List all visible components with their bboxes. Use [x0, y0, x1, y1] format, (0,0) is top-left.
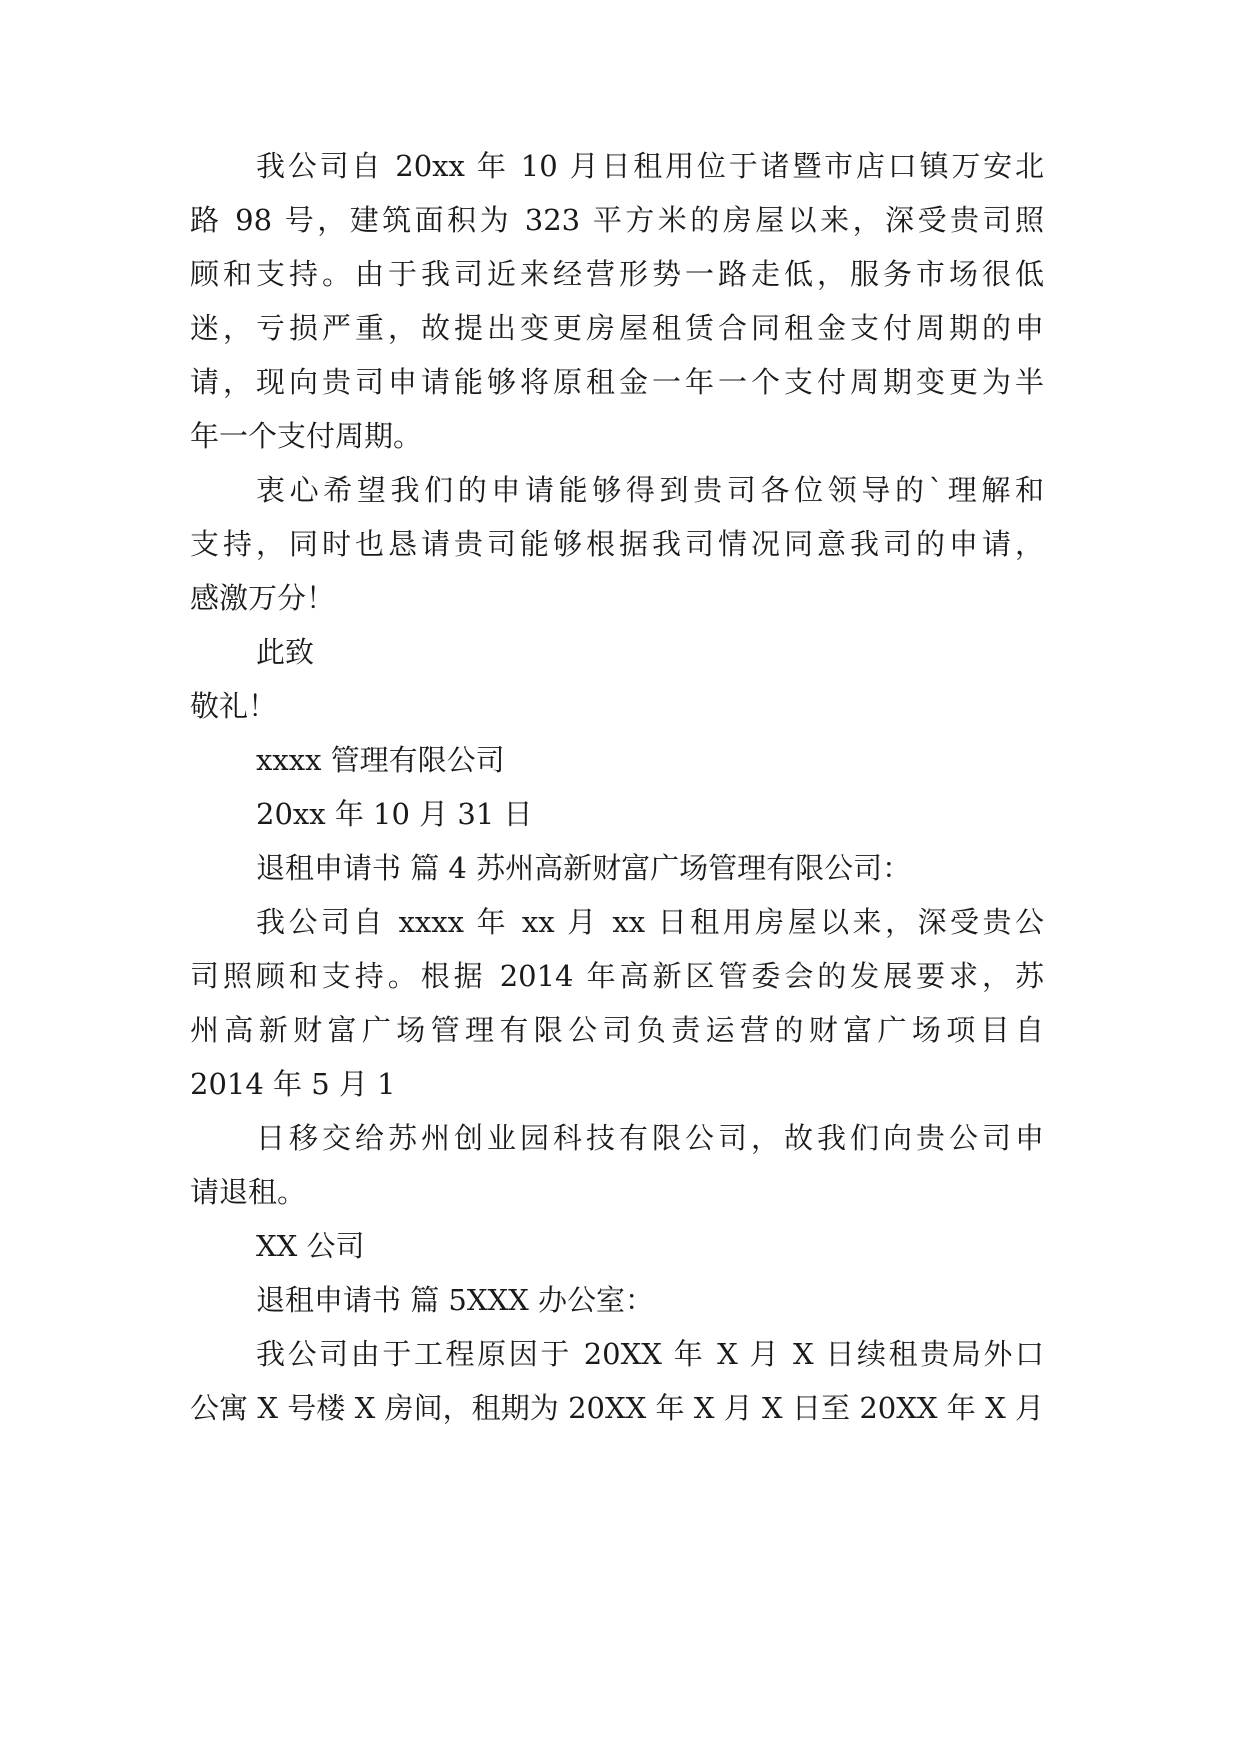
- text-line: 请退租。: [190, 1175, 307, 1209]
- text-line: 我公司自 xxxx 年 xx 月 xx 日租用房屋以来，深受贵公: [256, 905, 1044, 939]
- text-line: 我公司由于工程原因于 20XX 年 X 月 X 日续租贵局外口: [256, 1337, 1044, 1371]
- text-line: 顾和支持。由于我司近来经营形势一路走低，服务市场很低: [190, 257, 1044, 291]
- text-line: 我公司自 20xx 年 10 月日租用位于诸暨市店口镇万安北: [256, 149, 1044, 183]
- text-line: 公寓 X 号楼 X 房间，租期为 20XX 年 X 月 X 日至 20XX 年 X 月: [190, 1391, 1044, 1425]
- signature-company: XX 公司: [256, 1229, 365, 1263]
- text-line: 日移交给苏州创业园科技有限公司，故我们向贵公司申: [256, 1121, 1044, 1155]
- text-line: 此致: [256, 635, 315, 669]
- text-line: 请，现向贵司申请能够将原租金一年一个支付周期变更为半: [190, 365, 1044, 399]
- text-line: 感激万分！: [190, 581, 336, 615]
- signature-date: 20xx 年 10 月 31 日: [256, 797, 533, 831]
- section-heading: 退租申请书 篇 4 苏州高新财富广场管理有限公司：: [256, 851, 912, 885]
- signature-company: xxxx 管理有限公司: [256, 743, 505, 777]
- text-line: 支持，同时也恳请贵司能够根据我司情况同意我司的申请，: [190, 527, 1044, 561]
- text-line: 衷心希望我们的申请能够得到贵司各位领导的`理解和: [256, 473, 1044, 507]
- text-line: 司照顾和支持。根据 2014 年高新区管委会的发展要求，苏: [190, 959, 1044, 993]
- section-heading: 退租申请书 篇 5XXX 办公室：: [256, 1283, 655, 1317]
- text-line: 路 98 号，建筑面积为 323 平方米的房屋以来，深受贵司照: [190, 203, 1044, 237]
- text-line: 2014 年 5 月 1: [190, 1067, 396, 1101]
- text-line: 迷，亏损严重，故提出变更房屋租赁合同租金支付周期的申: [190, 311, 1044, 345]
- text-line: 州高新财富广场管理有限公司负责运营的财富广场项目自: [190, 1013, 1044, 1047]
- text-line: 敬礼！: [190, 689, 278, 723]
- text-line: 年一个支付周期。: [190, 419, 423, 453]
